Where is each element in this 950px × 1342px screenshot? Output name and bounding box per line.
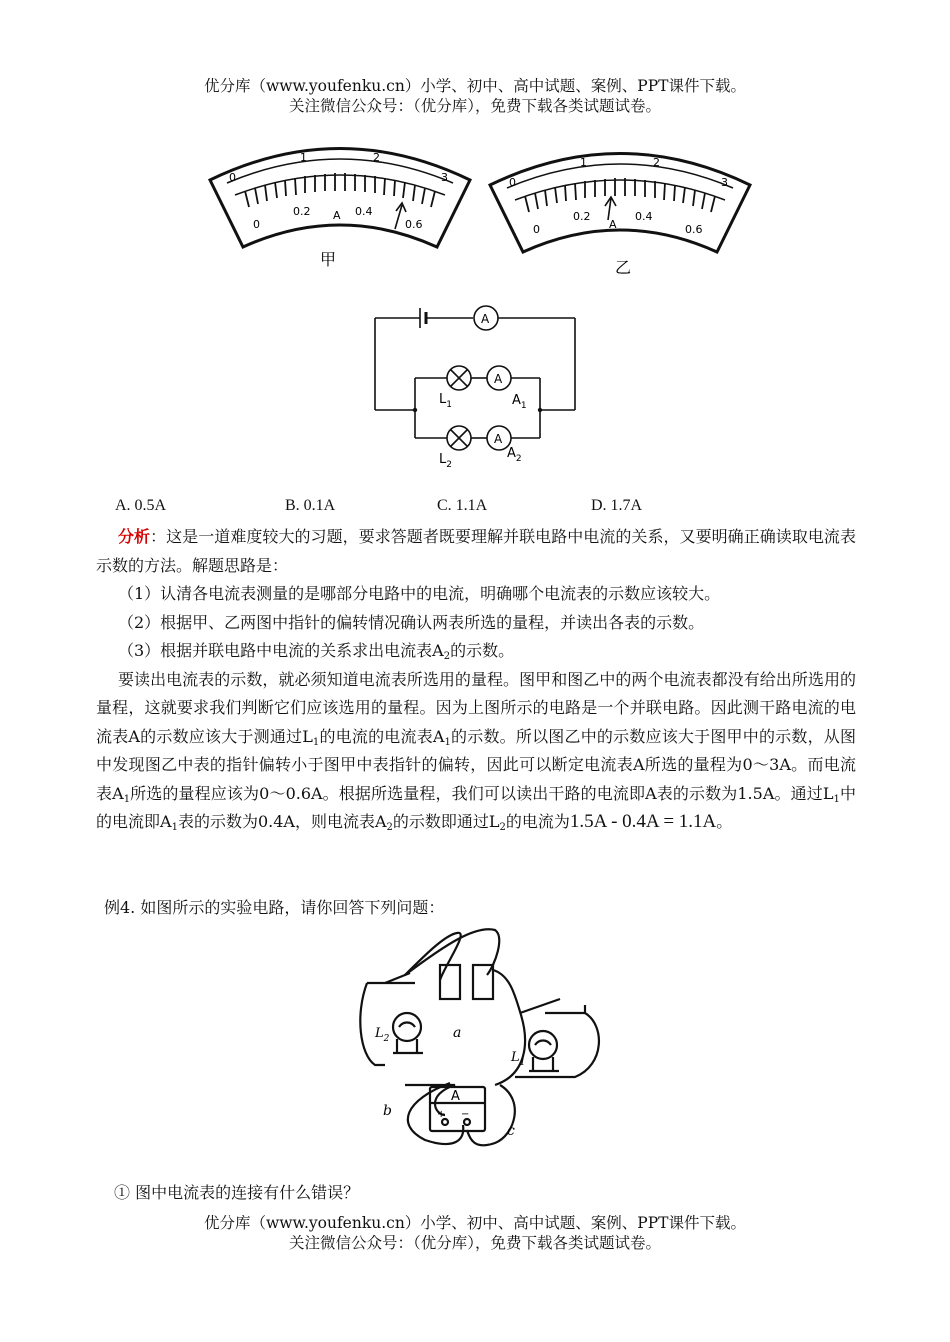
exp-label-a: a [453,1025,462,1041]
meter-yi-caption: 乙 [615,258,632,277]
analysis-body: 要读出电流表的示数，就必须知道电流表所选用的量程。图甲和图乙中的两个电流表都没有给出所选用的量程，这就要求我们判断它们应该选用的量程。因为上图所示的电路是一个并联电路。因此测干路电流的电流表A的示数应该大于测通过$L_1$的电流的电流表$A_1$的示数。所以图乙中的示数应该大于图甲中的示数，从图中发现图乙中表的指针偏转小于图甲中表指针的偏转，因此可以断定电流表A所选的量程为0～3A。而电流表$A_1$所选的量程应该为0～0.6A。根据所选量程，我们可以读出干路的电流即A表的示数为1.5A。通过$L_1$中的电流即$A_1$表的示数为0.4A，则电流表$A_2$的示数即通过$L_2$的电流为1.5A - 0.4A = 1.1A。 [96,669,856,833]
example-4-question-1: ① 图中电流表的连接有什么错误？ [114,1183,360,1202]
analysis-step-3: （3）根据并联电路中电流的关系求出电流表$A_2$的示数。 [118,641,515,662]
header-line-2: 关注微信公众号：（优分库），免费下载各类试题试卷。 [288,97,661,115]
meter-yi-bottom-2: 0.4 [635,210,653,223]
meter-yi-top-2: 2 [653,156,660,169]
exp-label-l1: $L_1$ [511,1050,526,1068]
meter-yi-unit: A [609,218,617,231]
exp-meter-a: A [451,1089,460,1104]
option-a: A. 0.5A [115,497,167,514]
meter-yi-top-1: 1 [580,156,587,169]
meter-jia-bottom-1: 0.2 [293,205,311,218]
analysis-section [96,523,856,837]
circuit-meter-a1: A [494,372,503,386]
meter-jia-top-2: 2 [373,151,380,164]
option-c: C. 1.1A [437,497,488,514]
exp-label-c: c [507,1123,515,1139]
circuit-meter-a: A [481,312,490,326]
analysis-step-2: （2）根据甲、乙两图中指针的偏转情况确认两表所选的量程，并读出各表的示数。 [118,612,705,632]
footer-line-1: 优分库（www.youfenku.cn）小学、初中、高中试题、案例、PPT课件下载。 [203,1214,747,1232]
example-4-title: 例4. 如图所示的实验电路，请你回答下列问题： [104,898,445,917]
circuit-label-l2: $L_2$ [439,452,452,470]
circuit-label-l1: $L_1$ [439,392,452,410]
analysis-step-1: （1）认清各电流表测量的是哪部分电路中的电流，明确哪个电流表的示数应该较大。 [118,584,721,603]
meter-jia-bottom-3: 0.6 [405,218,423,231]
meter-jia-caption: 甲 [320,250,337,269]
exp-label-l2: $L_2$ [375,1026,390,1044]
analysis-intro: 分析：这是一道难度较大的习题，要求答题者既要理解并联电路中电流的关系，又要明确正确读取电流表示数的方法。解题思路是： [96,527,856,575]
ammeter-yi-figure [485,140,755,280]
footer-line-2: 关注微信公众号：（优分库），免费下载各类试题试卷。 [288,1234,661,1252]
meter-yi-top-3: 3 [721,176,728,189]
meter-jia-top-3: 3 [441,171,448,184]
meter-yi-top-0: 0 [509,176,516,189]
analysis-label: 分析 [118,527,151,546]
exp-label-b: b [383,1103,392,1119]
meter-jia-top-1: 1 [300,151,307,164]
header-line-1: 优分库（www.youfenku.cn）小学、初中、高中试题、案例、PPT课件下载。 [203,77,747,95]
circuit-label-a1: $A_1$ [512,393,527,411]
meter-jia-top-0: 0 [229,171,236,184]
meter-yi-needle [605,197,616,220]
exp-meter-minus: − [461,1109,470,1120]
meter-yi-bottom-0: 0 [533,223,540,236]
meter-yi-bottom-3: 0.6 [685,223,703,236]
circuit-meter-a2: A [494,432,503,446]
parallel-circuit-figure [365,300,585,475]
circuit-label-a2: $A_2$ [507,446,522,464]
meter-jia-bottom-2: 0.4 [355,205,373,218]
meter-jia-unit: A [333,209,341,222]
meter-jia-bottom-0: 0 [253,218,260,231]
exp-meter-plus: + [437,1109,446,1120]
option-d: D. 1.7A [591,497,643,514]
ammeter-jia-figure [205,135,475,275]
meter-yi-bottom-1: 0.2 [573,210,591,223]
option-b: B. 0.1A [285,497,336,514]
experiment-circuit-figure [345,925,615,1155]
analysis-formula: 1.5A - 0.4A = 1.1A [569,811,717,832]
